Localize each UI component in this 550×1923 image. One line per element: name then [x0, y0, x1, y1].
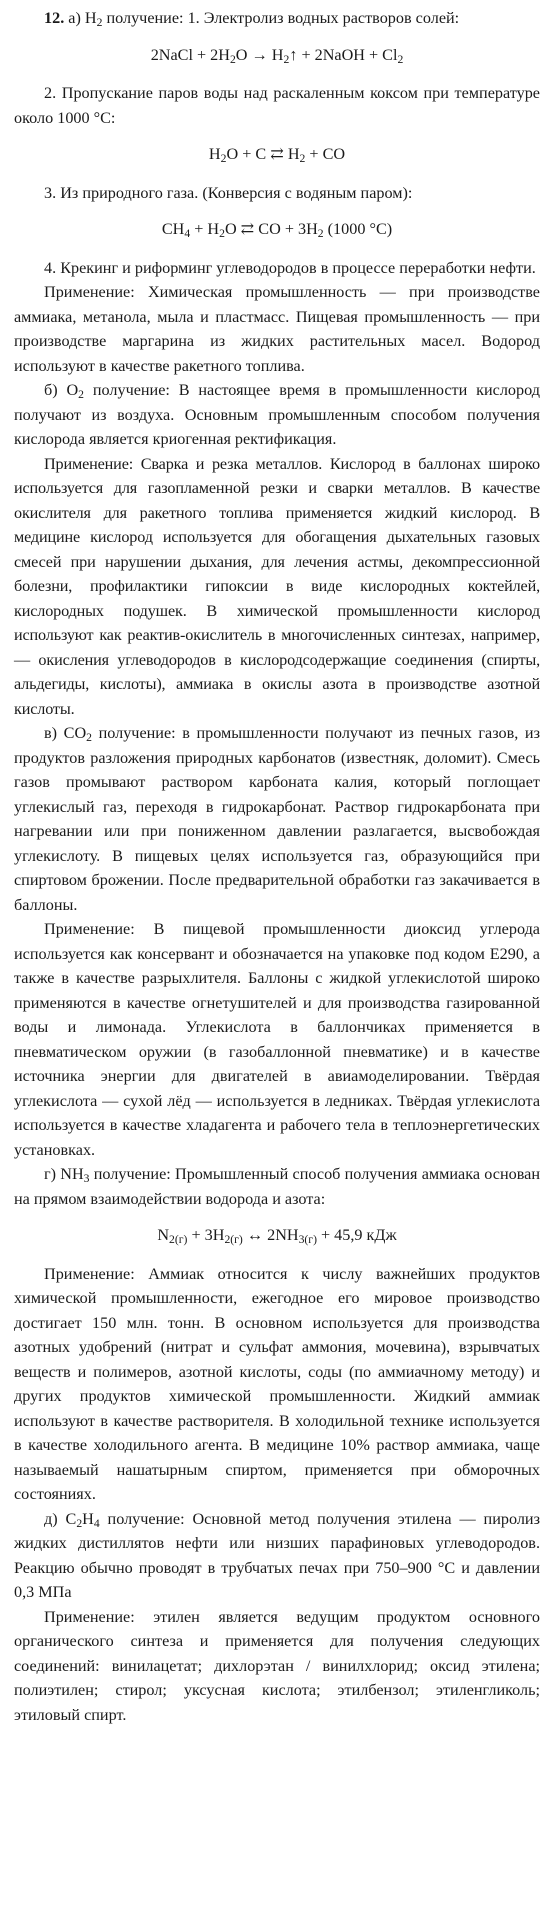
inline-text: б) O — [44, 381, 79, 399]
c2h4-production — [14, 1507, 540, 1605]
inline-text: H — [208, 145, 221, 163]
subscript-text: 2(г) — [224, 1232, 243, 1246]
inline-text: CH — [161, 220, 185, 238]
co2-application: Применение: В пищевой промышленности диоксид углерода используется как консервант и обозначается на упаковке под кодом E290, а также в качестве разрыхлителя. Баллоны с жидкой углекислотой широко применяются в качестве огнетушителей и для производства газированной воды и лимонада. Углекислота в баллончиках применяется в пневматическом оружии (в газобаллонной пневматике) и в качестве источника энергии для двигателей в авиамоделировании. Твёрдая углекислота — сухой лёд — используется в ледниках. Твёрдая углекислота используется в качестве хладагента и рабочего тела в теплоэнергетических установках. — [14, 920, 540, 1159]
inline-text: 2NaCl + 2H — [150, 45, 230, 64]
inline-text: ↑ + 2NaOH + Cl — [289, 45, 398, 64]
subscript-text: 4 — [93, 1516, 100, 1530]
inline-text: ↔ 2NH — [242, 1226, 299, 1244]
subscript-text: 2 — [219, 226, 225, 240]
nh3-application: Применение: Аммиак относится к числу важнейших продуктов химической промышленности, ежегодное его мировое производство достигает 150 млн. тонн. В основном используется для производства азотных удобрений (нитрат и сульфат аммония, мочевина), взрывчатых веществ и полимеров, азотной кислоты, соды (по аммиачному методу) и других продуктов химической промышленности. Жидкий аммиак используют в качестве растворителя. В холодильной технике используется в качестве холодильного агента. В медицине 10% раствор аммиака, чаще называемый нашатырным спиртом, применяется при обморочных состояниях. — [14, 1264, 540, 1503]
problem-number: 12. — [44, 9, 65, 27]
inline-text: (1000 °С) — [323, 220, 393, 238]
c2h4-application: Применение: этилен является ведущим продуктом основного органического синтеза и применяется для получения следующих соединений: винилацетат; дихлорэтан / винилхлорид; оксид этилена; полиэтилен; стирол; уксусная кислота; этилбензол; этиленгликоль; этиловый спирт. — [14, 1607, 540, 1724]
equation-steam-conversion — [14, 217, 540, 242]
inline-text: H — [82, 1509, 94, 1528]
nh3-production — [14, 1162, 540, 1211]
inline-text: в) CO — [44, 724, 87, 742]
equation-coke — [14, 142, 540, 167]
inline-text: + 45,9 кДж — [316, 1226, 397, 1244]
h2-method-2: 2. Пропускание паров воды над раскаленным коксом при температуре около 1000 °С: — [14, 84, 540, 127]
inline-text: O ⇄ CO + 3H — [224, 220, 318, 238]
subscript-text: 2 — [78, 387, 84, 401]
subscript-text: 2 — [86, 730, 92, 744]
subscript-text: 3 — [83, 1171, 90, 1185]
h2-method-4: 4. Крекинг и риформинг углеводородов в процессе переработки нефти. — [44, 258, 536, 277]
inline-text: O → H — [235, 45, 284, 64]
inline-text: + H — [190, 220, 220, 238]
inline-text: + CO — [305, 145, 346, 163]
inline-text: O + C ⇄ H — [226, 145, 300, 163]
h2-application: Применение: Химическая промышленность — при производстве аммиака, метанола, мыла и пластмасс. Пищевая промышленность — при производстве маргарина из жидких растительных масел. Водород используют в качестве ракетного топлива. — [14, 283, 540, 375]
h2-intro — [14, 6, 540, 31]
equation-electrolysis — [14, 43, 540, 68]
subscript-text: 2 — [397, 52, 404, 66]
inline-text: N — [157, 1226, 170, 1244]
subscript-text: 3(г) — [298, 1232, 317, 1246]
subscript-text: 2 — [299, 151, 306, 165]
equation-ammonia-synthesis — [14, 1223, 540, 1248]
subscript-text: 2 — [283, 52, 290, 66]
o2-production — [14, 378, 540, 452]
subscript-text: 2 — [317, 226, 324, 240]
inline-text: получение: В настоящее время в промышленности кислород получают из воздуха. Основным промышленным способом получения кислорода является криогенная ректификация. — [14, 381, 540, 448]
inline-text: д) C — [44, 1509, 77, 1528]
co2-production — [14, 721, 540, 917]
subscript-text: 2 — [96, 15, 103, 29]
subscript-text: 4 — [184, 226, 191, 240]
o2-application: Применение: Сварка и резка металлов. Кислород в баллонах широко используется для газопламенной резки и сварки металлов. В качестве окислителя для ракетного топлива применяется жидкий кислород. В медицине кислород используется для обогащения дыхательных газовых смесей при нарушении дыхания, для лечения астмы, декомпрессионной болезни, профилактики гипоксии в виде кислородных коктейлей, кислородных подушек. В химической промышленности кислород используют как реактив-окислитель в многочисленных синтезах, например, — окисления углеводородов в кислородсодержащие соединения (спирты, альдегиды, кислоты), аммиака в окислы азота в производстве азотной кислоты. — [14, 454, 540, 718]
inline-text: получение: Основной метод получения этилена — пиролиз жидких дистиллятов нефти или низших парафиновых углеводородов. Реакцию обычно проводят в трубчатых печах при 750–900 °С и давлении 0,3 МПа — [14, 1509, 540, 1601]
inline-text: получение: 1. Электролиз водных растворов солей: — [102, 9, 460, 27]
subscript-text: 2 — [220, 151, 227, 165]
subscript-text: 2(г) — [169, 1232, 188, 1246]
inline-text: а) H — [64, 9, 97, 27]
subscript-text: 2 — [229, 52, 236, 66]
h2-method-3: 3. Из природного газа. (Конверсия с водяным паром): — [44, 183, 413, 202]
inline-text: + 3H — [187, 1226, 225, 1244]
subscript-text: 2 — [76, 1516, 83, 1530]
inline-text: г) NH — [44, 1165, 84, 1183]
inline-text: получение: Промышленный способ получения аммиака основан на прямом взаимодействии водорода и азота: — [14, 1165, 540, 1208]
inline-text: получение: в промышленности получают из печных газов, из продуктов разложения природных карбонатов (известняк, доломит). Смесь газов промывают раствором карбоната калия, который поглощает углекислый газ, переходя в гидрокарбонат. Раствор гидрокарбоната при нагревании или при пониженном давлении разлагается, высвобождая углекислоту. В пищевых целях используется газ, образующийся при спиртовом брожении. После предварительной обработки газ закачивается в баллоны. — [14, 724, 540, 914]
